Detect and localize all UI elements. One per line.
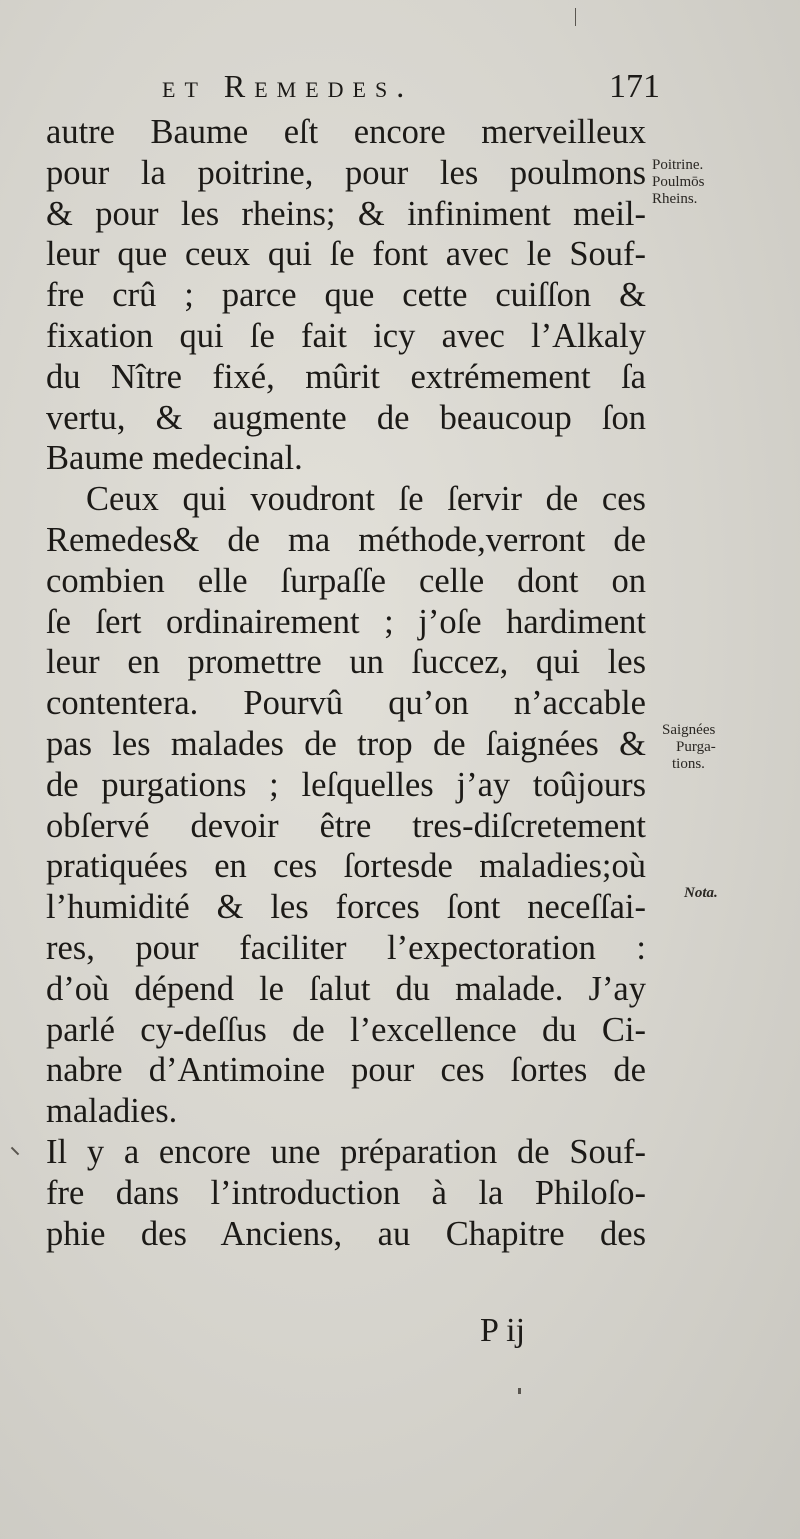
text-line: parlé cy-deſſus de l’excellence du Ci- xyxy=(46,1010,646,1049)
text-line: Baume medecinal. xyxy=(46,439,303,478)
text-line: autre Baume eſt encore merveilleux xyxy=(46,113,646,151)
text-line: nabre d’Antimoine pour ces ſortes de xyxy=(46,1051,646,1090)
text-line: du Nître fixé, mûrit extrémement ſa xyxy=(46,357,646,396)
marginal-note-line: Rheins. xyxy=(652,191,698,207)
marginal-note-poitrine xyxy=(652,157,705,208)
marginal-note-line: Purga- xyxy=(676,739,716,755)
text-line: fixation qui ſe fait icy avec l’Alkaly xyxy=(46,316,646,355)
text-line: de purgations ; leſquelles j’ay toûjours xyxy=(46,765,646,804)
page-speck xyxy=(518,1388,521,1394)
text-line: ſe ſert ordinairement ; j’oſe hardiment xyxy=(46,602,646,641)
page-number: 171 xyxy=(609,68,660,105)
marginal-note-saignees xyxy=(662,722,716,773)
text-line: pas les malades de trop de ſaignées & xyxy=(46,724,646,763)
text-line: l’humidité & les forces ſont neceſſai- xyxy=(46,888,646,927)
text-line: leur en promettre un ſuccez, qui les xyxy=(46,643,646,682)
text-line: pratiquées en ces ſortesde maladies;où xyxy=(46,847,646,886)
text-line: res, pour faciliter l’expectoration : xyxy=(46,928,646,967)
text-line: phie des Anciens, au Chapitre des xyxy=(46,1214,646,1253)
marginal-note-line: Nota. xyxy=(684,885,718,901)
text-line: contentera. Pourvû qu’on n’accable xyxy=(46,684,646,723)
text-line: vertu, & augmente de beaucoup ſon xyxy=(46,398,646,437)
marginal-note-line: Saignées xyxy=(662,722,716,738)
text-line: combien elle ſurpaſſe celle dont on xyxy=(46,561,646,600)
text-line: & pour les rheins; & infiniment meil- xyxy=(46,194,646,233)
text-line: Ceux qui voudront ſe ſervir de ces xyxy=(86,480,646,519)
text-line: maladies. xyxy=(46,1092,178,1131)
text-line: d’où dépend le ſalut du malade. J’ay xyxy=(46,969,646,1008)
marginal-note-line: Poitrine. xyxy=(652,157,704,173)
text-line: leur que ceux qui ſe font avec le Souf- xyxy=(46,235,646,274)
text-line: fre dans l’introduction à la Philoſo- xyxy=(46,1173,646,1212)
marginal-note-line: Poulmōs xyxy=(652,174,705,190)
page-header xyxy=(150,62,660,112)
text-line: fre crû ; parce que cette cuiſſon & xyxy=(46,276,646,315)
running-title: et Remedes. xyxy=(162,68,414,104)
page-speck xyxy=(11,1147,19,1155)
main-text xyxy=(46,112,646,1254)
marginal-note-nota xyxy=(684,885,718,902)
marginal-note-line: tions. xyxy=(672,756,705,772)
text-line: Il y a encore une préparation de Souf- xyxy=(46,1132,646,1171)
page-speck xyxy=(575,8,576,26)
signature-mark: P ij xyxy=(480,1312,526,1349)
text-line: Remedes& de ma méthode,verront de xyxy=(46,520,646,559)
text-line: obſervé devoir être tres-diſcretement xyxy=(46,806,646,845)
text-line: pour la poitrine, pour les poulmons xyxy=(46,153,646,192)
